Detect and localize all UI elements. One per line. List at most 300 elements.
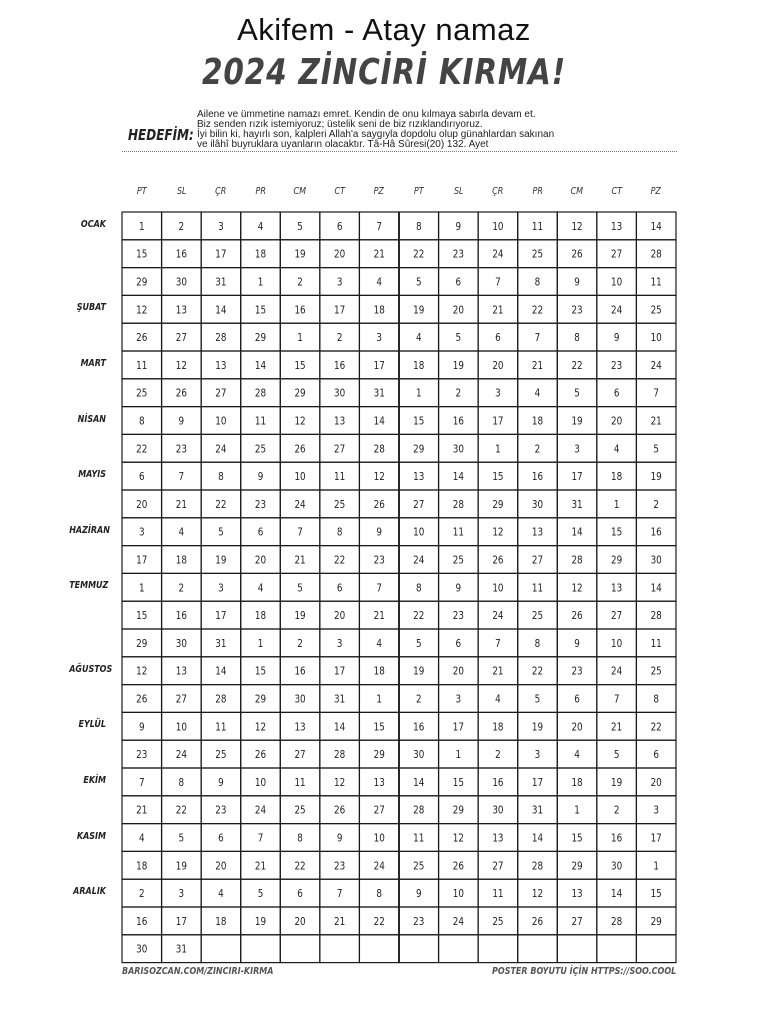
calendar-cell[interactable]: [439, 935, 479, 963]
day-number: 21: [334, 916, 346, 929]
day-number: 9: [415, 888, 422, 901]
day-number: 17: [334, 665, 346, 679]
day-number: 21: [373, 610, 385, 623]
day-number: 31: [531, 804, 544, 818]
day-number: 16: [492, 777, 504, 790]
day-number: 29: [294, 387, 306, 401]
day-number: 28: [215, 693, 227, 706]
day-number: 17: [175, 916, 187, 929]
day-header: PZ: [650, 186, 662, 197]
goal-line: Ailene ve ümmetine namazı emret. Kendin de onu kılmaya sabırla devam et.: [197, 109, 536, 120]
day-number: 26: [531, 916, 544, 929]
calendar-cell[interactable]: [636, 935, 676, 963]
day-number: 25: [254, 443, 267, 456]
day-number: 13: [571, 888, 583, 901]
day-number: 22: [136, 443, 148, 456]
day-header: SL: [453, 186, 464, 197]
day-number: 5: [574, 387, 580, 401]
goal-line: İyi bilin ki, hayırlı son, kalpleri Allah'a saygıyla dopdolu olup günahlardan sakınan: [197, 129, 555, 140]
day-number: 4: [534, 387, 541, 401]
day-number: 25: [334, 499, 346, 512]
day-number: 28: [373, 443, 385, 456]
day-number: 2: [297, 638, 303, 651]
day-number: 6: [218, 832, 224, 845]
day-number: 11: [136, 360, 148, 373]
calendar-cell[interactable]: [280, 935, 320, 963]
day-number: 5: [297, 582, 303, 595]
day-number: 10: [611, 276, 623, 289]
day-number: 2: [178, 582, 185, 595]
day-number: 12: [294, 415, 306, 428]
day-number: 11: [650, 638, 662, 651]
day-header: PR: [255, 186, 266, 197]
day-number: 24: [611, 665, 623, 679]
day-number: 4: [613, 443, 620, 456]
day-header: CM: [293, 186, 307, 197]
day-number: 10: [175, 721, 187, 734]
day-number: 30: [413, 749, 425, 762]
day-number: 1: [257, 638, 264, 651]
day-number: 1: [257, 276, 264, 289]
day-number: 14: [413, 777, 425, 790]
day-number: 26: [452, 860, 464, 873]
day-number: 22: [413, 248, 425, 262]
day-number: 18: [254, 610, 267, 623]
day-number: 5: [653, 443, 659, 456]
month-label: EYLÜL: [78, 719, 106, 731]
day-number: 19: [531, 721, 544, 734]
day-number: 26: [294, 443, 306, 456]
day-number: 15: [373, 721, 385, 734]
day-number: 27: [531, 554, 544, 567]
day-number: 7: [495, 638, 501, 651]
day-number: 10: [215, 415, 227, 428]
day-header: SL: [176, 186, 187, 197]
day-number: 31: [215, 276, 227, 289]
day-number: 8: [138, 415, 145, 428]
day-number: 7: [534, 332, 541, 345]
day-number: 1: [376, 693, 383, 706]
day-number: 21: [492, 665, 504, 679]
day-number: 30: [294, 693, 306, 706]
calendar-cell[interactable]: [557, 935, 597, 963]
day-number: 15: [136, 248, 148, 262]
calendar-cell[interactable]: [241, 935, 281, 963]
day-number: 28: [334, 749, 346, 762]
day-number: 10: [492, 221, 504, 234]
day-number: 19: [413, 665, 425, 679]
day-number: 24: [373, 860, 385, 873]
day-number: 23: [215, 804, 227, 818]
day-number: 26: [136, 693, 148, 706]
day-number: 2: [613, 804, 620, 818]
month-label: HAZİRAN: [69, 524, 110, 536]
calendar-cell[interactable]: [518, 935, 558, 963]
day-number: 17: [373, 360, 385, 373]
day-header: PT: [413, 186, 424, 197]
day-number: 6: [336, 221, 343, 234]
day-number: 5: [415, 276, 422, 289]
day-number: 25: [531, 248, 544, 262]
day-number: 30: [175, 276, 187, 289]
day-number: 31: [373, 387, 385, 401]
day-number: 20: [492, 360, 504, 373]
day-number: 11: [215, 721, 227, 734]
day-number: 8: [534, 638, 541, 651]
day-number: 20: [452, 304, 464, 317]
day-number: 8: [653, 693, 659, 706]
day-number: 9: [376, 526, 383, 540]
day-number: 22: [531, 665, 544, 679]
calendar-cell[interactable]: [399, 935, 439, 963]
day-number: 3: [138, 526, 145, 540]
footer-poster-link[interactable]: POSTER BOYUTU İÇİN HTTPS://SOO.COOL: [491, 966, 676, 977]
day-number: 24: [294, 499, 306, 512]
day-number: 21: [294, 554, 306, 567]
day-number: 2: [534, 443, 541, 456]
day-number: 16: [294, 304, 306, 317]
day-number: 15: [452, 777, 464, 790]
month-label: AĞUSTOS: [69, 663, 113, 675]
day-number: 3: [534, 749, 541, 762]
day-number: 20: [650, 777, 662, 790]
day-number: 18: [136, 860, 148, 873]
day-header: CT: [611, 186, 622, 197]
day-number: 4: [218, 888, 224, 901]
day-number: 5: [415, 638, 422, 651]
day-number: 13: [413, 471, 425, 484]
day-number: 3: [336, 638, 343, 651]
page-title: Akifem - Atay namaz: [237, 12, 531, 47]
day-number: 9: [455, 582, 462, 595]
day-number: 12: [136, 304, 148, 317]
day-number: 13: [611, 221, 623, 234]
day-number: 24: [611, 304, 623, 317]
day-number: 26: [373, 499, 385, 512]
day-number: 29: [254, 693, 267, 706]
day-number: 14: [650, 221, 662, 234]
day-number: 9: [455, 221, 462, 234]
day-number: 12: [254, 721, 267, 734]
day-number: 7: [297, 526, 303, 540]
day-number: 16: [175, 610, 187, 623]
calendar-cell[interactable]: [359, 935, 399, 963]
day-number: 15: [571, 832, 583, 845]
day-number: 19: [175, 860, 187, 873]
day-number: 6: [574, 693, 580, 706]
day-number: 28: [452, 499, 464, 512]
day-number: 16: [334, 360, 346, 373]
day-number: 4: [415, 332, 422, 345]
day-number: 30: [136, 943, 148, 957]
day-number: 29: [452, 804, 464, 818]
day-number: 7: [336, 888, 343, 901]
day-number: 20: [215, 860, 227, 873]
day-number: 8: [178, 777, 185, 790]
goal-label: HEDEFİM:: [128, 126, 194, 144]
day-number: 17: [136, 554, 148, 567]
day-number: 21: [650, 415, 662, 428]
day-number: 19: [571, 415, 583, 428]
goal-line: ve ilâhî buyruklara uyanların olacaktır. Tâ-Hâ Sûresi(20) 132. Ayet: [197, 139, 489, 150]
month-label: NİSAN: [77, 413, 106, 425]
day-number: 21: [531, 360, 544, 373]
day-number: 6: [613, 387, 620, 401]
day-number: 7: [376, 221, 383, 234]
day-number: 1: [297, 332, 303, 345]
day-number: 4: [495, 693, 501, 706]
day-number: 22: [650, 721, 662, 734]
day-number: 31: [334, 693, 346, 706]
day-number: 6: [336, 582, 343, 595]
day-number: 3: [495, 387, 501, 401]
day-number: 12: [452, 832, 464, 845]
month-label: EKİM: [83, 774, 106, 786]
day-number: 1: [574, 804, 580, 818]
day-number: 16: [413, 721, 425, 734]
day-number: 1: [138, 221, 145, 234]
day-number: 25: [650, 304, 662, 317]
day-number: 3: [178, 888, 185, 901]
day-header: PT: [136, 186, 147, 197]
month-label: ŞUBAT: [76, 302, 106, 314]
day-number: 13: [334, 415, 346, 428]
day-header: ÇR: [215, 186, 227, 197]
day-number: 22: [373, 916, 385, 929]
day-number: 24: [175, 749, 187, 762]
day-number: 20: [254, 554, 267, 567]
day-number: 14: [531, 832, 544, 845]
day-number: 16: [531, 471, 544, 484]
day-number: 27: [611, 248, 623, 262]
day-number: 17: [215, 610, 227, 623]
day-number: 10: [294, 471, 306, 484]
day-number: 2: [138, 888, 145, 901]
day-number: 18: [611, 471, 623, 484]
day-number: 11: [452, 526, 464, 540]
day-number: 30: [611, 860, 623, 873]
day-number: 24: [413, 554, 425, 567]
day-number: 7: [376, 582, 383, 595]
day-number: 11: [294, 777, 306, 790]
day-number: 28: [571, 554, 583, 567]
day-number: 29: [413, 443, 425, 456]
day-number: 19: [294, 610, 306, 623]
day-number: 9: [218, 777, 224, 790]
day-number: 9: [613, 332, 620, 345]
day-number: 2: [415, 693, 422, 706]
day-number: 30: [650, 554, 662, 567]
day-number: 18: [254, 248, 267, 262]
day-number: 3: [218, 221, 224, 234]
day-number: 23: [452, 610, 464, 623]
day-number: 4: [178, 526, 185, 540]
day-number: 29: [571, 860, 583, 873]
day-number: 23: [175, 443, 187, 456]
day-number: 12: [571, 221, 583, 234]
day-number: 30: [175, 638, 187, 651]
day-number: 9: [574, 638, 580, 651]
day-number: 8: [415, 221, 422, 234]
day-number: 9: [336, 832, 343, 845]
day-number: 7: [613, 693, 620, 706]
day-number: 17: [215, 248, 227, 262]
day-number: 27: [571, 916, 583, 929]
day-number: 31: [175, 943, 187, 957]
day-number: 5: [257, 888, 264, 901]
day-number: 1: [495, 443, 501, 456]
day-number: 13: [175, 304, 187, 317]
day-number: 20: [294, 916, 306, 929]
day-number: 5: [297, 221, 303, 234]
day-number: 8: [336, 526, 343, 540]
day-number: 16: [452, 415, 464, 428]
day-number: 21: [136, 804, 148, 818]
day-number: 4: [574, 749, 580, 762]
day-number: 14: [650, 582, 662, 595]
day-number: 10: [413, 526, 425, 540]
day-number: 19: [294, 248, 306, 262]
day-number: 12: [136, 665, 148, 679]
day-number: 21: [611, 721, 623, 734]
day-number: 27: [294, 749, 306, 762]
day-number: 25: [531, 610, 544, 623]
day-number: 19: [413, 304, 425, 317]
day-number: 21: [254, 860, 267, 873]
day-number: 23: [611, 360, 623, 373]
day-number: 11: [254, 415, 267, 428]
month-label: MART: [80, 357, 106, 369]
day-number: 18: [413, 360, 425, 373]
day-number: 12: [175, 360, 187, 373]
day-number: 17: [492, 415, 504, 428]
day-number: 26: [492, 554, 504, 567]
day-number: 18: [373, 665, 385, 679]
day-number: 23: [334, 860, 346, 873]
day-number: 27: [492, 860, 504, 873]
day-number: 6: [138, 471, 145, 484]
day-number: 3: [218, 582, 224, 595]
calendar-cell[interactable]: [478, 935, 518, 963]
day-number: 6: [455, 276, 462, 289]
day-number: 9: [574, 276, 580, 289]
day-number: 7: [653, 387, 659, 401]
day-number: 20: [611, 415, 623, 428]
day-number: 28: [215, 332, 227, 345]
day-number: 26: [175, 387, 187, 401]
day-number: 27: [373, 804, 385, 818]
day-number: 2: [178, 221, 185, 234]
month-label: KASIM: [76, 830, 106, 842]
day-number: 6: [297, 888, 303, 901]
day-number: 18: [492, 721, 504, 734]
day-number: 21: [175, 499, 187, 512]
day-number: 3: [376, 332, 383, 345]
day-number: 22: [334, 554, 346, 567]
day-number: 29: [492, 499, 504, 512]
day-number: 10: [254, 777, 267, 790]
day-number: 31: [215, 638, 227, 651]
day-number: 13: [215, 360, 227, 373]
day-number: 12: [531, 888, 544, 901]
day-number: 23: [571, 665, 583, 679]
day-number: 22: [215, 499, 227, 512]
day-number: 8: [534, 276, 541, 289]
day-number: 18: [215, 916, 227, 929]
day-number: 24: [452, 916, 464, 929]
day-number: 29: [136, 276, 148, 289]
day-number: 14: [611, 888, 623, 901]
day-number: 15: [650, 888, 662, 901]
calendar-cell[interactable]: [597, 935, 637, 963]
day-number: 26: [334, 804, 346, 818]
day-number: 28: [413, 804, 425, 818]
day-number: 20: [452, 665, 464, 679]
day-number: 1: [653, 860, 659, 873]
day-number: 29: [136, 638, 148, 651]
day-number: 7: [257, 832, 264, 845]
day-number: 13: [492, 832, 504, 845]
day-number: 11: [650, 276, 662, 289]
day-number: 24: [650, 360, 662, 373]
day-number: 10: [492, 582, 504, 595]
day-number: 19: [254, 916, 267, 929]
day-number: 16: [611, 832, 623, 845]
day-number: 24: [215, 443, 227, 456]
day-number: 10: [650, 332, 662, 345]
day-number: 25: [215, 749, 227, 762]
day-number: 29: [373, 749, 385, 762]
day-number: 19: [215, 554, 227, 567]
day-number: 17: [571, 471, 583, 484]
day-number: 30: [531, 499, 544, 512]
day-number: 17: [650, 832, 662, 845]
day-number: 2: [653, 499, 659, 512]
day-number: 4: [376, 276, 383, 289]
day-number: 20: [136, 499, 148, 512]
day-number: 12: [492, 526, 504, 540]
calendar-cell[interactable]: [320, 935, 360, 963]
day-number: 7: [178, 471, 185, 484]
day-number: 19: [611, 777, 623, 790]
calendar-cell[interactable]: [201, 935, 241, 963]
day-number: 15: [254, 304, 267, 317]
month-label: TEMMUZ: [69, 580, 109, 592]
footer-website-link[interactable]: BARISOZCAN.COM/ZINCIRI-KIRMA: [122, 966, 274, 977]
day-number: 16: [294, 665, 306, 679]
day-number: 1: [415, 387, 422, 401]
day-number: 23: [373, 554, 385, 567]
goal-line: Biz senden rızık istemiyoruz; üstelik seni de biz rızıklandırıyoruz.: [197, 119, 483, 130]
day-number: 26: [571, 248, 583, 262]
day-number: 30: [492, 804, 504, 818]
day-number: 18: [571, 777, 583, 790]
day-number: 5: [178, 832, 185, 845]
day-number: 28: [611, 916, 623, 929]
day-number: 24: [254, 804, 267, 818]
day-number: 23: [413, 916, 425, 929]
day-number: 15: [492, 471, 504, 484]
day-number: 26: [571, 610, 583, 623]
day-number: 28: [650, 610, 662, 623]
month-label: ARALIK: [73, 886, 106, 898]
day-number: 18: [175, 554, 187, 567]
day-number: 12: [571, 582, 583, 595]
day-number: 9: [178, 415, 185, 428]
day-number: 29: [650, 916, 662, 929]
day-number: 11: [492, 888, 504, 901]
day-number: 3: [653, 804, 659, 818]
